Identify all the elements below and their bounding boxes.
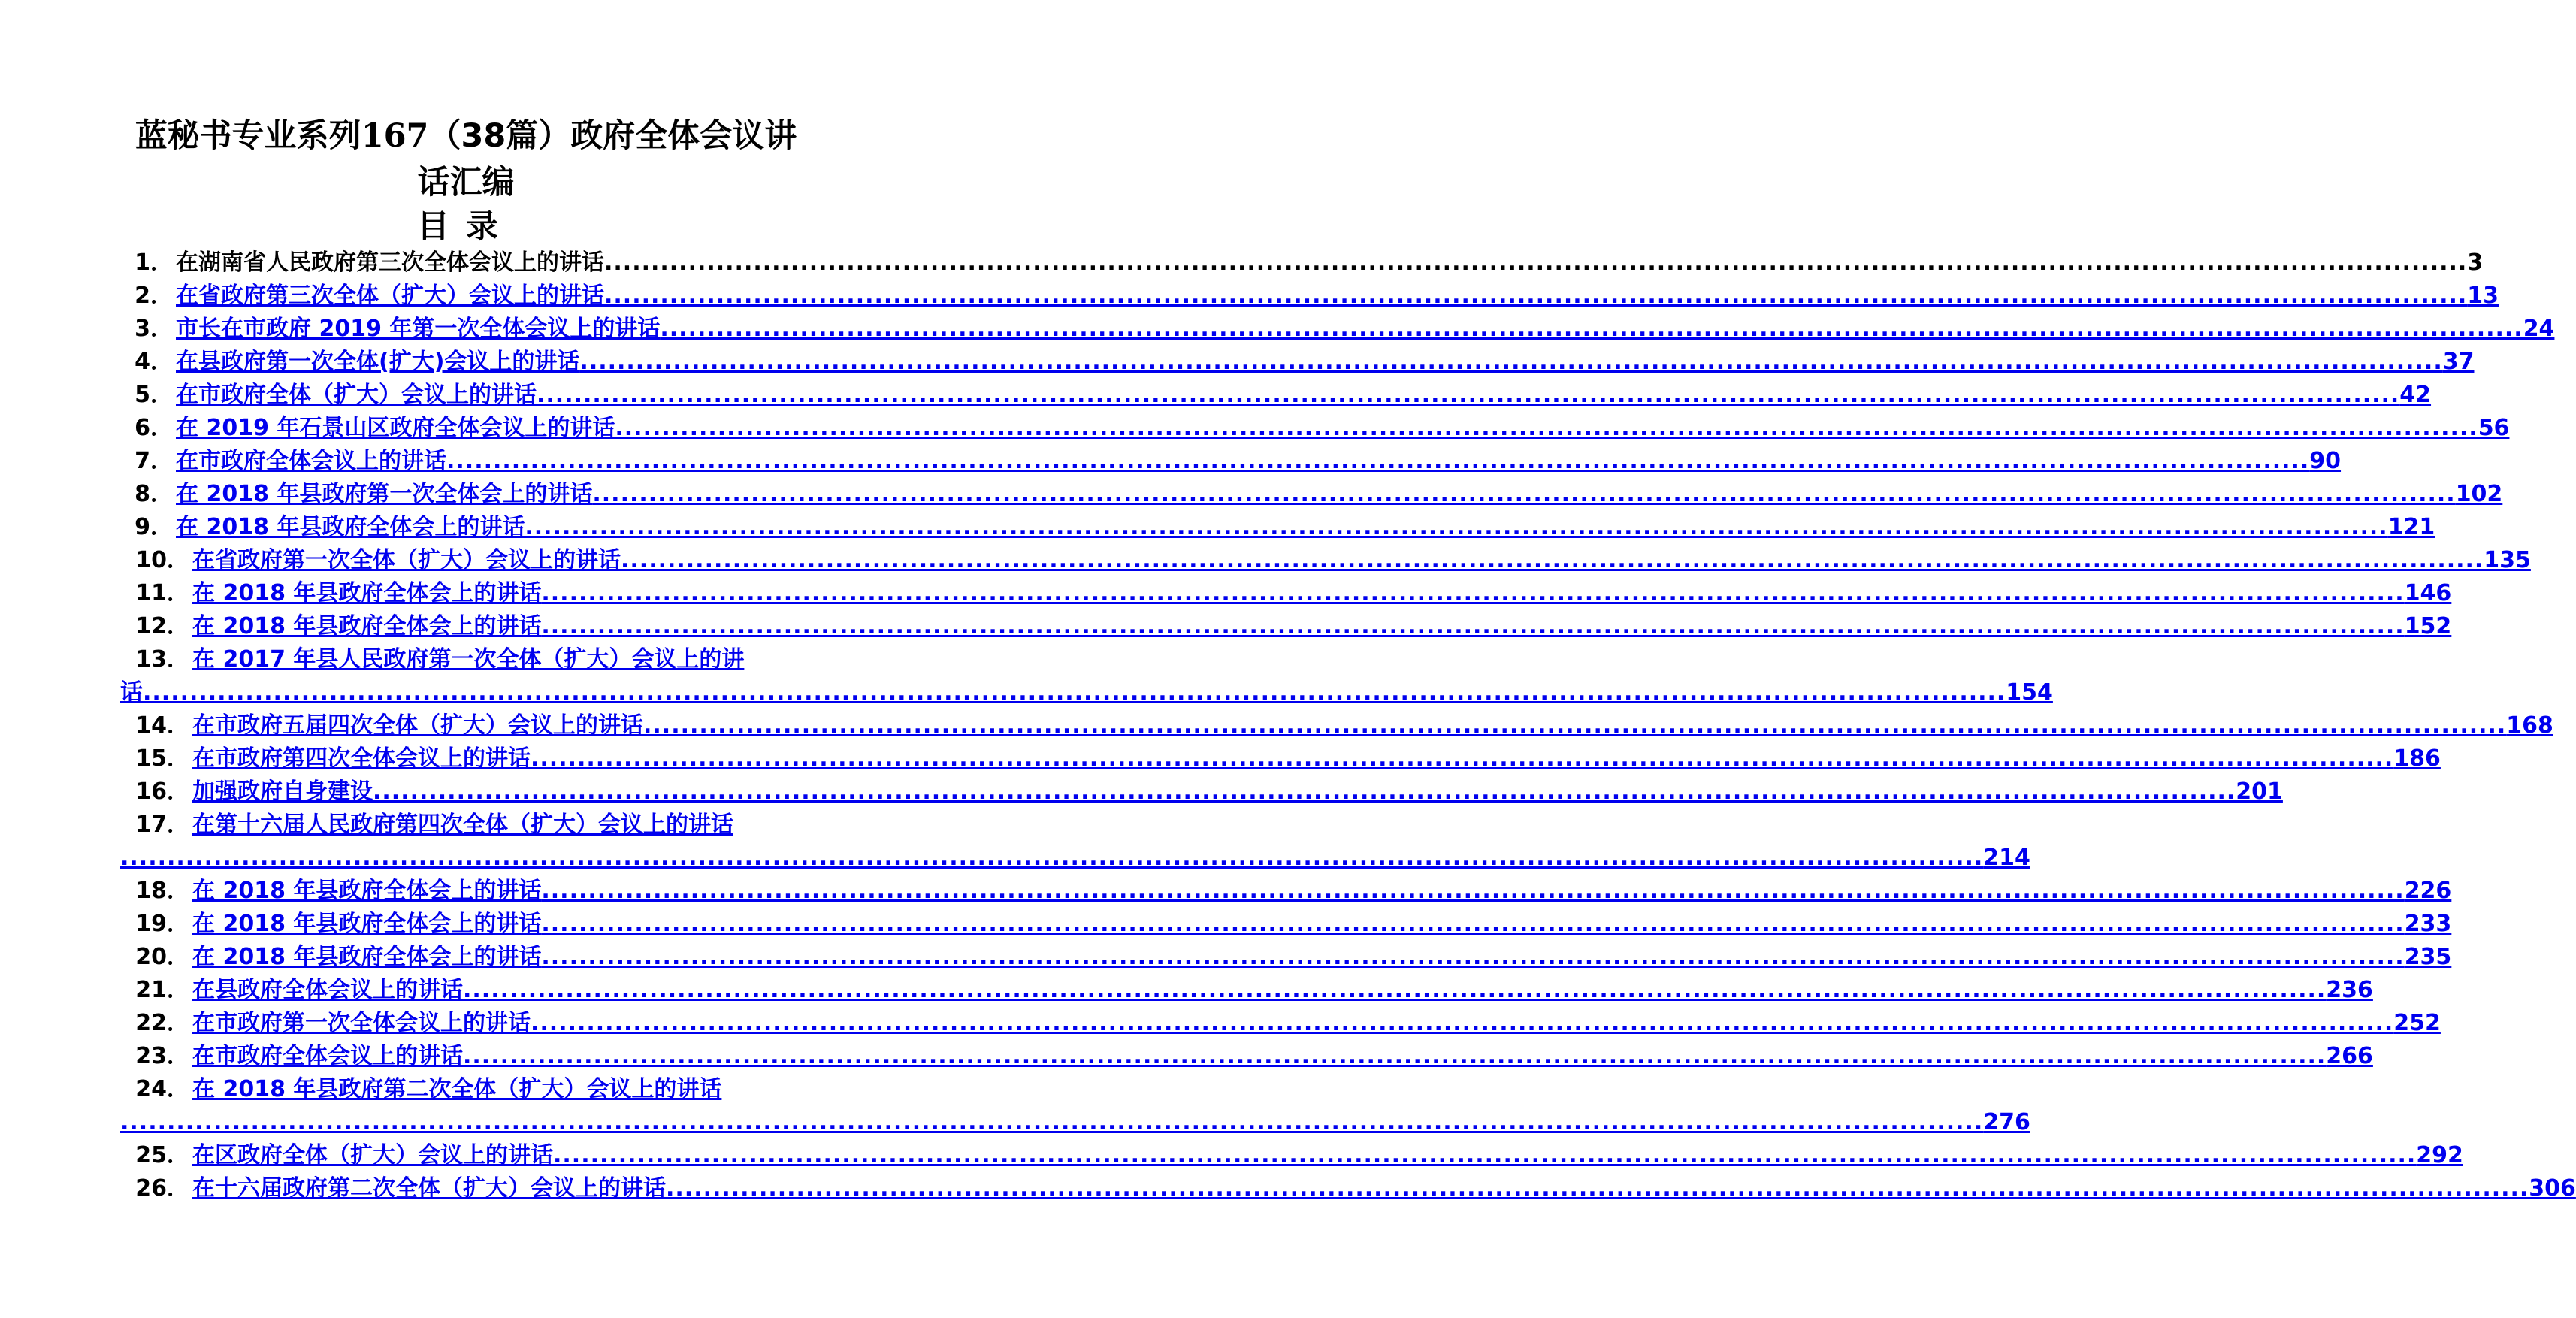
toc-entry-line xyxy=(120,908,2452,941)
toc-entry-link[interactable] xyxy=(176,246,2484,280)
toc-entry-link[interactable] xyxy=(192,1172,2576,1205)
toc-leader-dots: ........................................................................................................................................................................................................ xyxy=(541,911,2405,937)
toc-entry-page: 214 xyxy=(1983,845,2030,871)
toc-leader-dots: ........................................................................................................................................................................................................ xyxy=(120,1109,1984,1135)
toc-entry-title: 在县政府第一次全体(扩大)会议上的讲话 xyxy=(176,349,580,375)
toc-entry-page: 146 xyxy=(2404,580,2452,606)
toc-entry-separator: ． xyxy=(167,712,189,739)
toc-entry-link[interactable] xyxy=(192,1073,721,1106)
toc-entry-line xyxy=(120,1139,2463,1172)
toc-entry[interactable] xyxy=(120,544,2531,577)
toc-entry-title: 在省政府第一次全体（扩大）会议上的讲话 xyxy=(192,547,621,573)
toc-entry-number: 11 xyxy=(135,580,167,606)
toc-entry-page: 201 xyxy=(2236,778,2283,805)
toc-leader-dots: ........................................................................................................................................................................................................ xyxy=(604,283,2468,309)
toc-entry-number: 10 xyxy=(135,547,167,573)
toc-entry-title: 在区政府全体（扩大）会议上的讲话 xyxy=(192,1142,553,1168)
toc-leader-dots: ........................................................................................................................................................................................................ xyxy=(541,580,2405,606)
toc-entry-number: 5 xyxy=(135,382,150,408)
toc-entry[interactable] xyxy=(120,412,2510,445)
toc-leader-dots: ........................................................................................................................................................................................................ xyxy=(373,778,2236,805)
toc-entry-page: 24 xyxy=(2523,316,2555,342)
toc-entry-number: 8 xyxy=(135,481,150,507)
toc-entry[interactable] xyxy=(120,941,2452,974)
toc-entry-number: 24 xyxy=(135,1076,167,1102)
title-line2: 话汇编 xyxy=(417,164,515,201)
toc-entry[interactable] xyxy=(120,875,2452,908)
toc-entry-link[interactable] xyxy=(192,577,2452,610)
toc-entry-link[interactable] xyxy=(176,313,2555,346)
toc-entry-separator: ． xyxy=(150,382,173,408)
toc-entry-title-continued: 话 xyxy=(120,679,143,706)
toc-entry-page: 306 xyxy=(2529,1175,2576,1202)
toc-entry-link[interactable] xyxy=(176,379,2432,412)
toc-entry-number: 13 xyxy=(135,646,167,673)
toc-entry-title: 在省政府第三次全体（扩大）会议上的讲话 xyxy=(176,283,604,309)
toc-entry-continuation[interactable] xyxy=(120,676,2053,709)
toc-entry-separator: ． xyxy=(167,547,189,573)
toc-entry-line xyxy=(120,478,2503,511)
toc-entry-link[interactable] xyxy=(192,1007,2441,1040)
toc-entry-title: 在湖南省人民政府第三次全体会议上的讲话 xyxy=(176,249,604,276)
title-series-number: 167 xyxy=(361,117,429,155)
toc-entry[interactable] xyxy=(120,775,2283,809)
toc-entry-line xyxy=(120,643,842,676)
toc-entry-separator: ． xyxy=(167,778,189,805)
toc-entry-separator: ． xyxy=(167,1142,189,1168)
toc-entry-title: 在十六届政府第二次全体（扩大）会议上的讲话 xyxy=(192,1175,666,1202)
toc-entry-number: 25 xyxy=(135,1142,167,1168)
toc-leader-dots: ........................................................................................................................................................................................................ xyxy=(531,745,2394,772)
toc-leader-dots: ........................................................................................................................................................................................................ xyxy=(579,349,2443,375)
toc-entry-link[interactable] xyxy=(176,478,2503,511)
toc-entry-link[interactable] xyxy=(192,709,2553,742)
toc-entry-line xyxy=(120,246,2484,280)
toc-entry-link[interactable] xyxy=(192,941,2452,974)
toc-entry-separator: ． xyxy=(167,613,189,639)
toc-entry[interactable] xyxy=(120,1139,2463,1172)
toc-entry[interactable] xyxy=(120,1172,2576,1205)
toc-leader-dots: ........................................................................................................................................................................................................ xyxy=(660,316,2523,342)
toc-entry-continuation[interactable] xyxy=(120,842,2030,875)
toc-entry-line xyxy=(120,941,2452,974)
toc-entry[interactable] xyxy=(120,379,2432,412)
toc-entry-page: 235 xyxy=(2404,944,2452,970)
toc-entry-line xyxy=(120,775,2283,809)
toc-entry-separator: ． xyxy=(150,316,173,342)
toc-entry-title: 在第十六届人民政府第四次全体（扩大）会议上的讲话 xyxy=(192,812,733,838)
toc-entry-line xyxy=(120,412,2510,445)
toc-heading: 目录 xyxy=(417,208,515,246)
toc-leader-dots: ........................................................................................................................................................................................................ xyxy=(643,712,2507,739)
toc-entry[interactable] xyxy=(120,610,2452,643)
toc-entry-line xyxy=(120,379,2432,412)
toc-entry-page: 186 xyxy=(2393,745,2441,772)
toc-leader-dots: ........................................................................................................................................................................................................ xyxy=(120,845,1984,871)
toc-entry-continuation[interactable] xyxy=(120,1106,2030,1139)
toc-entry-title: 在 2018 年县政府全体会上的讲话 xyxy=(176,514,525,540)
toc-leader-dots: ........................................................................................................................................................................................................ xyxy=(666,1175,2529,1202)
toc-entry-link[interactable] xyxy=(192,1139,2463,1172)
toc-entry-page: 236 xyxy=(2326,977,2373,1003)
toc-entry-page: 37 xyxy=(2442,349,2475,375)
toc-entry-link[interactable] xyxy=(192,742,2441,775)
toc-entry-line xyxy=(120,445,2342,478)
toc-entry-page: 168 xyxy=(2506,712,2553,739)
toc-entry-link[interactable] xyxy=(192,809,733,842)
toc-entry-line xyxy=(120,809,842,842)
toc-entry-line xyxy=(120,346,2475,379)
toc-entry-page: 42 xyxy=(2399,382,2432,408)
toc-entry-title: 加强政府自身建设 xyxy=(192,778,373,805)
toc-leader-dots: ........................................................................................................................................................................................................ xyxy=(541,878,2405,904)
toc-leader-dots: ........................................................................................................................................................................................................ xyxy=(531,1010,2394,1036)
toc-leader-dots: ........................................................................................................................................................................................................ xyxy=(463,977,2327,1003)
toc-entry-link[interactable] xyxy=(192,1040,2373,1073)
toc-entry-page: 152 xyxy=(2404,613,2452,639)
toc-entry-number: 23 xyxy=(135,1043,167,1069)
toc-entry-separator: ． xyxy=(150,249,173,276)
toc-entry-title: 在 2017 年县人民政府第一次全体（扩大）会议上的讲 xyxy=(192,646,745,673)
toc-entry-title: 在市政府五届四次全体（扩大）会议上的讲话 xyxy=(192,712,643,739)
toc-entry-number: 20 xyxy=(135,944,167,970)
toc-entry-line xyxy=(120,544,2531,577)
toc-leader-dots: ........................................................................................................................................................................................................ xyxy=(553,1142,2417,1168)
toc-entry-separator: ． xyxy=(150,481,173,507)
toc-entry-line xyxy=(120,511,2435,544)
toc-entry-separator: ． xyxy=(167,1043,189,1069)
toc-entry-number: 26 xyxy=(135,1175,167,1202)
toc-entry-number: 19 xyxy=(135,911,167,937)
toc-entry[interactable] xyxy=(120,643,2053,709)
toc-entry-line xyxy=(120,1040,2373,1073)
toc-entry-page: 102 xyxy=(2455,481,2503,507)
toc-entry-line xyxy=(120,577,2452,610)
toc-entry-number: 9 xyxy=(135,514,150,540)
toc-entry-link[interactable] xyxy=(176,511,2435,544)
toc-entry-separator: ． xyxy=(150,448,173,474)
toc-leader-dots: ........................................................................................................................................................................................................ xyxy=(621,547,2484,573)
title-part1: 蓝秘书专业系列 xyxy=(135,117,361,155)
toc-entry-title: 在 2019 年石景山区政府全体会议上的讲话 xyxy=(176,415,615,441)
toc-entry-title: 在 2018 年县政府全体会上的讲话 xyxy=(192,580,542,606)
toc-entry-separator: ． xyxy=(167,812,189,838)
toc-entry-page: 292 xyxy=(2416,1142,2463,1168)
toc-entry[interactable] xyxy=(120,908,2452,941)
toc-entry[interactable] xyxy=(120,974,2373,1007)
toc-entry-link[interactable] xyxy=(192,908,2452,941)
toc-leader-dots: ........................................................................................................................................................................................................ xyxy=(525,514,2388,540)
toc-entry-title: 在市政府全体会议上的讲话 xyxy=(192,1043,463,1069)
toc-entry-separator: ． xyxy=(150,283,173,309)
toc-entry-line xyxy=(120,709,2553,742)
toc-entry-line xyxy=(120,742,2441,775)
toc-entry[interactable] xyxy=(120,313,2555,346)
toc-entry-title: 在 2018 年县政府全体会上的讲话 xyxy=(192,613,542,639)
toc-entry-line xyxy=(120,1007,2441,1040)
toc-entry-page: 13 xyxy=(2467,283,2499,309)
toc-leader-dots: ........................................................................................................................................................................................................ xyxy=(446,448,2310,474)
toc-entry-title: 在 2018 年县政府全体会上的讲话 xyxy=(192,944,542,970)
toc-entry[interactable] xyxy=(120,280,2499,313)
toc-entry-page: 56 xyxy=(2478,415,2510,441)
toc-entry-link[interactable] xyxy=(192,544,2531,577)
toc-entry-link[interactable] xyxy=(176,445,2342,478)
toc-entry-number: 6 xyxy=(135,415,150,441)
toc-entry-title: 在 2018 年县政府全体会上的讲话 xyxy=(192,878,542,904)
toc-entry-title: 在 2018 年县政府全体会上的讲话 xyxy=(192,911,542,937)
toc-entry-number: 22 xyxy=(135,1010,167,1036)
toc-entry-separator: ． xyxy=(167,1076,189,1102)
toc-entry[interactable] xyxy=(120,445,2342,478)
toc-entry-link[interactable] xyxy=(176,346,2475,379)
toc-entry-separator: ． xyxy=(150,415,173,441)
toc-leader-dots: ........................................................................................................................................................................................................ xyxy=(537,382,2400,408)
toc-entry[interactable] xyxy=(120,809,2030,875)
toc-entry-number: 14 xyxy=(135,712,167,739)
toc-entry-separator: ． xyxy=(167,1175,189,1202)
toc-entry-number: 3 xyxy=(135,316,150,342)
title-part2: （38篇）政府全体会议讲 xyxy=(428,117,797,155)
toc-entry-separator: ． xyxy=(150,349,173,375)
toc-leader-dots: ........................................................................................................................................................................................................ xyxy=(604,249,2468,276)
toc-entry-page: 90 xyxy=(2309,448,2342,474)
toc-leader-dots: ........................................................................................................................................................................................................ xyxy=(541,944,2405,970)
toc-entry[interactable] xyxy=(120,577,2452,610)
toc-entry[interactable] xyxy=(120,1007,2441,1040)
toc-entry-link[interactable] xyxy=(176,412,2510,445)
toc-leader-dots: ........................................................................................................................................................................................................ xyxy=(592,481,2456,507)
toc-entry-separator: ． xyxy=(167,977,189,1003)
toc-entry-line xyxy=(120,974,2373,1007)
toc-entry-link[interactable] xyxy=(192,643,744,676)
toc-entry-page: 266 xyxy=(2326,1043,2373,1069)
toc-entry-page: 252 xyxy=(2393,1010,2441,1036)
toc-entry[interactable] xyxy=(120,742,2441,775)
toc-entry[interactable] xyxy=(120,511,2435,544)
toc-entry-number: 18 xyxy=(135,878,167,904)
toc-entry-page: 135 xyxy=(2484,547,2531,573)
toc-entry-title: 在市政府第四次全体会议上的讲话 xyxy=(192,745,531,772)
toc-entry-title: 在 2018 年县政府第一次全体会上的讲话 xyxy=(176,481,593,507)
toc-entry[interactable] xyxy=(120,246,2484,280)
toc-entry-page: 233 xyxy=(2404,911,2452,937)
toc-entry-separator: ． xyxy=(150,514,173,540)
toc-entry-title: 在市政府全体（扩大）会议上的讲话 xyxy=(176,382,537,408)
toc-entry-title: 在县政府全体会议上的讲话 xyxy=(192,977,463,1003)
toc-entry-page: 154 xyxy=(2006,679,2053,706)
toc-entry-line xyxy=(120,280,2499,313)
toc-entry-link[interactable] xyxy=(192,974,2373,1007)
toc-entry[interactable] xyxy=(120,709,2553,742)
toc-entry-number: 12 xyxy=(135,613,167,639)
toc-entry-page: 276 xyxy=(1983,1109,2030,1135)
table-of-contents xyxy=(120,246,2576,1205)
toc-entry-link[interactable] xyxy=(192,875,2452,908)
toc-entry-number: 7 xyxy=(135,448,150,474)
toc-entry-number: 4 xyxy=(135,349,150,375)
toc-entry-title: 市长在市政府 2019 年第一次全体会议上的讲话 xyxy=(176,316,661,342)
toc-entry-number: 16 xyxy=(135,778,167,805)
toc-entry-link[interactable] xyxy=(192,610,2452,643)
toc-leader-dots: ........................................................................................................................................................................................................ xyxy=(615,415,2478,441)
toc-entry-separator: ． xyxy=(167,878,189,904)
toc-entry-separator: ． xyxy=(167,646,189,673)
toc-entry[interactable] xyxy=(120,1073,2030,1139)
toc-entry-line xyxy=(120,875,2452,908)
toc-entry-title: 在市政府全体会议上的讲话 xyxy=(176,448,446,474)
toc-entry-number: 15 xyxy=(135,745,167,772)
toc-leader-dots: ........................................................................................................................................................................................................ xyxy=(463,1043,2327,1069)
toc-entry-link[interactable] xyxy=(192,775,2283,809)
toc-entry-separator: ． xyxy=(167,1010,189,1036)
toc-entry[interactable] xyxy=(120,478,2503,511)
toc-entry-title: 在 2018 年县政府第二次全体（扩大）会议上的讲话 xyxy=(192,1076,722,1102)
toc-entry-link[interactable] xyxy=(176,280,2499,313)
toc-entry-separator: ． xyxy=(167,911,189,937)
toc-entry-page: 121 xyxy=(2387,514,2435,540)
toc-entry-number: 21 xyxy=(135,977,167,1003)
toc-entry-separator: ． xyxy=(167,745,189,772)
toc-entry-line xyxy=(120,610,2452,643)
toc-entry[interactable] xyxy=(120,346,2475,379)
toc-entry-title: 在市政府第一次全体会议上的讲话 xyxy=(192,1010,531,1036)
toc-leader-dots: ........................................................................................................................................................................................................ xyxy=(143,679,2006,706)
toc-entry-page: 3 xyxy=(2467,249,2484,276)
toc-entry[interactable] xyxy=(120,1040,2373,1073)
toc-entry-line xyxy=(120,313,2555,346)
toc-entry-separator: ． xyxy=(167,944,189,970)
toc-entry-number: 17 xyxy=(135,812,167,838)
document-title xyxy=(120,113,812,206)
toc-entry-line xyxy=(120,1172,2576,1205)
toc-entry-page: 226 xyxy=(2404,878,2452,904)
toc-entry-number: 1 xyxy=(135,249,150,276)
toc-entry-number: 2 xyxy=(135,283,150,309)
toc-entry-line xyxy=(120,1073,842,1106)
toc-leader-dots: ........................................................................................................................................................................................................ xyxy=(541,613,2405,639)
toc-entry-separator: ． xyxy=(167,580,189,606)
